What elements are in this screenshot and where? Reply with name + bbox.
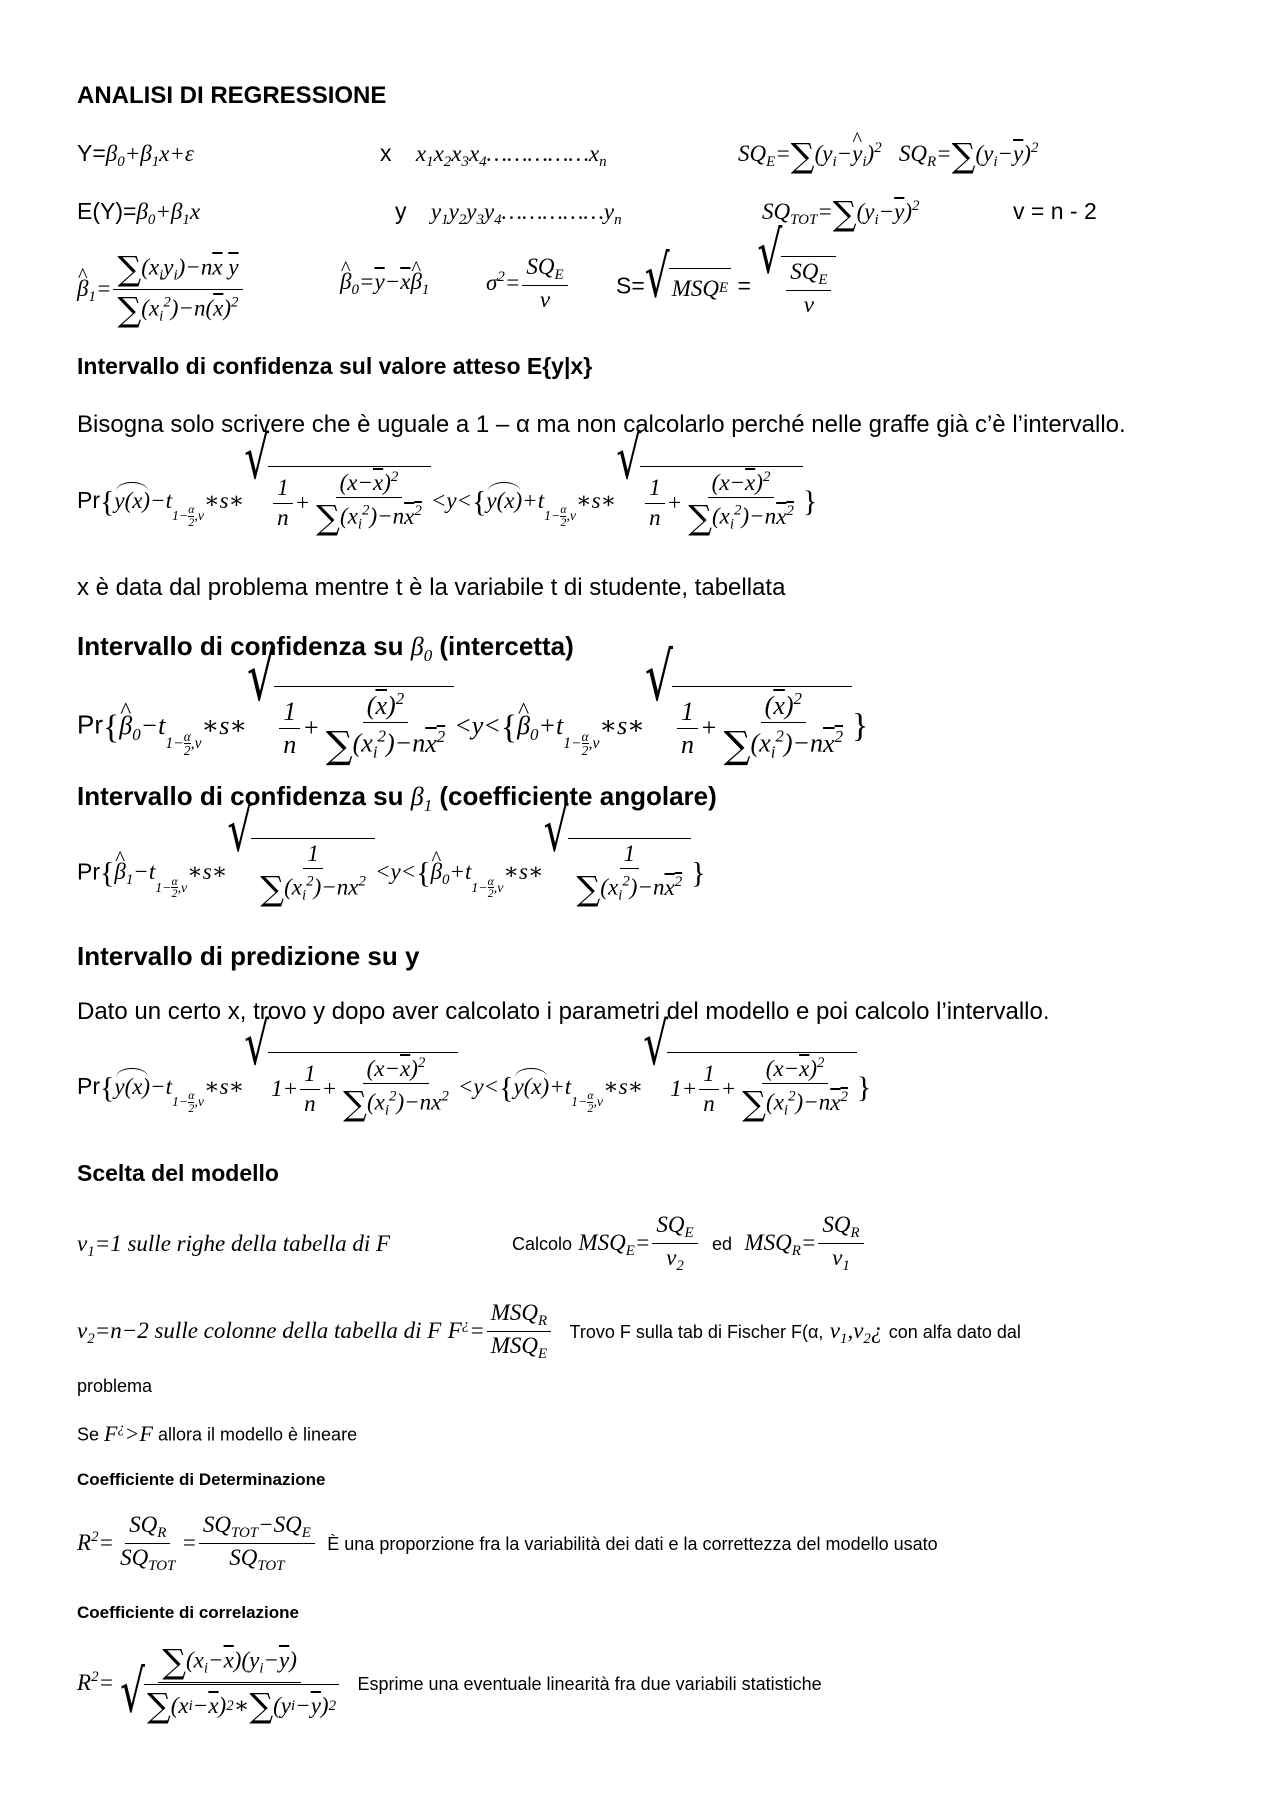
se-label: Se [77, 1424, 100, 1445]
prediction-heading: Intervallo di predizione su y [77, 941, 420, 971]
ci-beta1-heading: Intervallo di confidenza su $\beta_1$ (coefficiente angolare) [77, 781, 717, 815]
ci-expected-after: x è data dal problema mentre t è la variabile t di studente, tabellata [77, 574, 786, 601]
prediction-formula: Pr{y(x)−t 1− α 2 ,v ∗s∗ √ 1+ $\frac{1}{n}$ + $\frac{(x-\overline{x})^2}{\sum(x_i^2)-nx^2}$ <y<{y(x)+t 1− α 2 ,v ∗s∗ √ 1+ $\frac{1}{n}$ + $\frac{(x-\overline{x})^2}{\sum(x_i^2)-nx^2}$ } [77, 1011, 872, 1124]
prob-label: Pr [77, 1072, 100, 1099]
correlation-formula: $R^2=$ $\sum(x_i-\overline{x})(y_i-\overline{y})$ √ ∑ (x i − $\overline{x}$ ) 2 ∗ ∑ (y i − $\overline{y}$ ) 2 Esprime una eventuale linearità fra due variabili statistiche [77, 1642, 822, 1727]
beta0-estimator: ^ $\beta_0=\overline{y}-\overline{x}\^{}$ $\beta_1$ [340, 268, 429, 299]
v1-text: sulle righe della tabella di F [127, 1231, 391, 1256]
degrees-freedom: v = n - 2 [1013, 198, 1097, 224]
model-lhs: Y= [77, 140, 106, 166]
determination-note: È una proporzione fra la variabilità dei dati e la correttezza del modello usato [327, 1533, 938, 1554]
prob-label: Pr [77, 858, 100, 885]
ci-expected-heading: Intervallo di confidenza sul valore atteso E{y|x} [77, 353, 593, 379]
prob-label: Pr [77, 486, 100, 513]
expected-value-equation: $E(Y)=\beta_0+\beta_1x$ [77, 198, 201, 229]
sqe-sqr-formula: $SQ_E=\sum(y_i-\^{}$ $y_i)^2$ $SQ_R=\sum(y_i-\overline{y})^2$ [738, 136, 1038, 175]
trovo-text-b: con alfa dato dal [888, 1321, 1021, 1342]
v1-definition: $v_1=1$ sulle righe della tabella di F [77, 1231, 391, 1261]
problema-text: problema [77, 1376, 153, 1396]
x-label: x [380, 140, 392, 166]
se-after: allora il modello è lineare [157, 1424, 358, 1445]
ci-beta1-heading-pre: Intervallo di confidenza su [77, 781, 404, 811]
ed-label: ed [712, 1233, 733, 1254]
trovo-text-a: Trovo F sulla tab di Fischer F(α, [569, 1321, 824, 1342]
ci-expected-note: Bisogna solo scrivere che è uguale a 1 – α ma non calcolarlo perché nelle graffe già c’è l’intervallo. [77, 411, 1126, 438]
x-series: x $x_1x_2x_3x_4\dots\dots\dots\dots\dots x_n$ [380, 140, 607, 171]
prob-label: Pr [77, 709, 103, 740]
linearity-condition: Se F¿>F allora il modello è lineare [77, 1420, 358, 1446]
ci-beta0-heading: Intervallo di confidenza su $\beta_0$ (intercetta) [77, 631, 574, 665]
v2-text: sulle colonne della tabella di F [154, 1317, 442, 1343]
beta1-estimator: ^ $\beta_1=$ $\frac{\sum(x_iy_i)-n\overline{x} \overline{y}}{\sum(x_i^2)-n(\overline{x})^2}$ [77, 250, 245, 330]
model-choice-heading: Scelta del modello [77, 1160, 279, 1186]
y-series: y $y_1y_2y_3y_4\dots\dots\dots\dots\dots y_n$ [395, 198, 622, 229]
prediction-note: Dato un certo x, trovo y dopo aver calcolato i parametri del modello e poi calcolo l’intervallo. [77, 998, 1050, 1025]
s-lhs: S= [616, 272, 645, 299]
ci-beta0-heading-pre: Intervallo di confidenza su [77, 631, 404, 661]
model-equation: $Y=\beta_0+\beta_1x+\varepsilon$ [77, 140, 194, 171]
sqtot-formula: $SQ_{TOT}=\sum(y_i-\overline{y})^2$ [762, 194, 920, 233]
variance-estimator: $\sigma^2=$ $\frac{SQ_E}{v}$ [486, 254, 570, 314]
correlation-note: Esprime una eventuale linearità fra due variabili statistiche [357, 1674, 822, 1695]
ci-beta1-heading-post: (coefficiente angolare) [439, 781, 717, 811]
correlation-heading: Coefficiente di correlazione [77, 1603, 299, 1622]
y-label: y [395, 198, 407, 224]
ci-beta0-heading-post: (intercetta) [439, 631, 574, 661]
ci-beta0-formula: Pr{^ $\beta_0-t$ 1− α 2 ,v ∗s∗ √ $\frac{1}{n}$ + $\frac{(\overline{x})^2}{\sum(x_i^2)-nx^2}$ <y<{^ $\beta_0+t$ 1− α 2 ,v ∗s∗ √ $\frac{1}{n}$ + $\frac{(\overline{x})^2}{\sum(x_i^2)-nx^2}$ } [77, 686, 868, 767]
std-error-estimator: S= √ MSQ E = √ $\frac{SQ_E}{v}$ [616, 256, 836, 319]
page-title: ANALISI DI REGRESSIONE [77, 82, 387, 109]
calc-label: Calcolo [512, 1233, 573, 1254]
expected-lhs: E(Y)= [77, 198, 137, 224]
determination-heading: Coefficiente di Determinazione [77, 1470, 326, 1489]
ci-expected-formula: Pr{y(x)−t 1− α 2 ,v ∗s∗ √ $\frac{1}{n}$ + $\frac{(x-\overline{x})^2}{\sum(x_i^2)-nx^2}$ <y<{y(x)+t 1− α 2 ,v ∗s∗ √ $\frac{1}{n}$ + $\frac{(x-\overline{x})^2}{\sum(x_i^2)-nx^2}$ } [77, 425, 818, 538]
v2-definition: $v_2=n-2$ sulle colonne della tabella di F F¿= $\frac{MSQ_R}{MSQ_E}$ Trovo F sulla tab di Fischer F(α, $v_1,v_2¿$ con alfa dato dal [77, 1300, 1021, 1363]
msq-calc: Calcolo $MSQ_E=$ $\frac{SQ_E}{v_2}$ ed $MSQ_R=$ $\frac{SQ_R}{v_1}$ [512, 1212, 866, 1276]
determination-formula: $R^2=$ $\frac{SQ_R}{SQ_{TOT}}$ = $\frac{SQ_{TOT}-SQ_E}{SQ_{TOT}}$ È una proporzione fra la variabilità dei dati e la correttezza del modello usato [77, 1512, 938, 1575]
ci-beta1-formula: Pr{^ $\beta_1-t$ 1− α 2 ,v ∗s∗ √ $\frac{1}{\sum(x_i^2)-nx^2}$ <y<{^ $\beta_0+t$ 1− α 2 ,v ∗s∗ √ $\frac{1}{\sum(x_i^2)-nx^2}$ } [77, 838, 706, 909]
